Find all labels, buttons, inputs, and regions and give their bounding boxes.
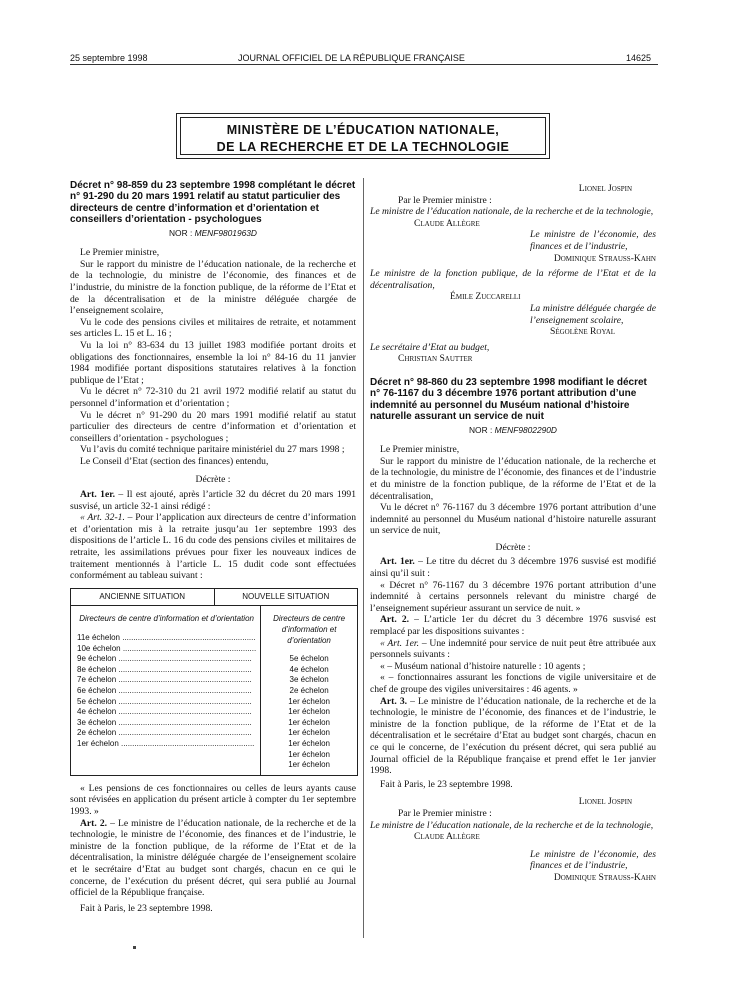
signatory-role: Le ministre de l’éducation nationale, de la recherche et de la technologie, [370, 206, 654, 218]
decree-2-nor [370, 425, 656, 437]
table-row-old: 7e échelon ............................................................ [77, 675, 252, 685]
article-2: Art. 2. – Le ministre de l’éducation nationale, de la recherche et de la technologie, le ministre de l’économie, des finances et de l’industrie, le ministre de la fonction publique, de la réforme de l’Etat et de la décentralisation, la ministre déléguée chargée de l’enseignement scolaire et le secrétaire d’Etat au budget sont chargés, chacun en ce qui le concerne, de l’exécution du présent décret, qui sera publié au Journal officiel de la République française. [70, 817, 357, 899]
signatory-role: Le ministre de l’économie, des finances et de l’industrie, [530, 229, 656, 252]
table-row-old: 3e échelon ............................................................ [77, 717, 252, 727]
table-subheader-old: Directeurs de centre d’information et d’orientation [79, 614, 254, 624]
table-column-new [261, 606, 357, 774]
table-row-new: 1er échelon [288, 707, 330, 717]
ministry-line-1: MINISTÈRE DE L’ÉDUCATION NATIONALE, [226, 123, 500, 137]
table-row-new: 3e échelon [289, 675, 329, 685]
signatory-name: Dominique Strauss-Kahn [553, 252, 656, 264]
decree-2-title: Décret n° 98-860 du 23 septembre 1998 modifiant le décret n° 76-1167 du 3 décembre 1976 portant attribution d’une indemnité au personnel du Muséum national d’histoire naturelle assurant un service de nuit [370, 376, 647, 423]
decrete: Décrète : [195, 473, 231, 485]
article-1: Art. 1er. – Il est ajouté, après l’article 32 du décret du 20 mars 1991 susvisé, un article 32-1 ainsi rédigé : [70, 489, 357, 512]
signatory-name: Claude Allègre [414, 217, 480, 229]
article-label: « Art. 1er. [380, 637, 420, 649]
right-column [370, 183, 656, 884]
header-rule [70, 64, 658, 65]
table-body [71, 606, 357, 774]
signatures-block-1 [370, 183, 656, 365]
table-row-new: 1er échelon [288, 760, 330, 770]
table-row-old: 6e échelon ............................................................ [77, 686, 252, 695]
header-journal-title: JOURNAL OFFICIEL DE LA RÉPUBLIQUE FRANÇAISE [238, 53, 465, 63]
article-label: Art. 1er. [80, 489, 116, 501]
signatory-name: Émile Zuccarelli [450, 291, 521, 303]
ministry-line-2: DE LA RECHERCHE ET DE LA TECHNOLOGIE [216, 140, 510, 154]
table-row-old: 1er échelon ............................................................ [77, 738, 255, 748]
header-page-number: 14625 [626, 53, 652, 63]
list-item: « – fonctionnaires assurant les fonctions de vigile universitaire et de chef de groupe des vigiles universitaires : 46 agents. » [370, 672, 656, 695]
article-1-quote: « Art. 32-1. – Pour l’application aux directeurs de centre d’information et d’orientation mis à la retraite jusqu’au 1er septembre 1993 des dispositions de l’article L. 16 du code des pensions civiles et militaires de retraite, les assimilations prévues pour fixer les nouveaux indices de traitement mentionnés à l’article L. 15 dudit code sont effectuées conformément au tableau suivant : [70, 512, 356, 582]
para: Vu l’avis du comité technique paritaire ministériel du 27 mars 1998 ; [80, 444, 345, 456]
signatory-name: Claude Allègre [414, 831, 480, 843]
table-row-new: 4e échelon [289, 664, 329, 674]
decrete: Décrète : [495, 541, 531, 553]
nor-label: NOR : [469, 424, 493, 435]
para: Vu le décret n° 91-290 du 20 mars 1991 modifié relatif au statut particulier des directeurs de centre d’information et d’orientation et conseillers d’orientation - psychologues ; [70, 409, 356, 444]
para: Vu le code des pensions civiles et militaires de retraite, et notamment ses articles L. 15 et L. 16 ; [70, 316, 356, 340]
article-label: Art. 1er. [380, 556, 415, 568]
signatory-name: Dominique Strauss-Kahn [553, 871, 656, 883]
para: « Les pensions de ces fonctionnaires ou celles de leurs ayants cause sont révisées en application du présent article à compter du 1er septembre 1993. » [70, 782, 356, 817]
table-row-old: 9e échelon ............................................................ [77, 654, 252, 664]
table-row-new: 1er échelon [288, 717, 330, 727]
done-at: Fait à Paris, le 23 septembre 1998. [80, 902, 213, 914]
table-row-new: 1er échelon [288, 728, 330, 738]
decree-1-nor [70, 228, 356, 240]
nor-code: MENF9801963D [194, 227, 257, 238]
signatures-block-2 [370, 796, 656, 883]
table-row-old: 8e échelon ............................................................ [77, 664, 252, 674]
signatory-role: La ministre déléguée chargée de l’enseignement scolaire, [530, 302, 656, 326]
article-1: Art. 1er. – Le titre du décret du 3 décembre 1976 susvisé est modifié ainsi qu’il suit : [370, 556, 657, 580]
para: Le Premier ministre, [380, 444, 460, 456]
signatory-role: Le secrétaire d’Etat au budget, [370, 341, 490, 353]
nor-code: MENF9802290D [494, 424, 557, 435]
table-row-old: 11e échelon ............................................................ [77, 633, 256, 643]
article-2: Art. 2. – L’article 1er du décret du 3 décembre 1976 susvisé est remplacé par les dispositions suivantes : [370, 614, 656, 638]
table-row-old: 2e échelon ............................................................ [77, 728, 252, 738]
left-column [70, 180, 356, 914]
table-row-old: 10e échelon ............................................................ [77, 643, 257, 653]
column-divider [363, 178, 364, 938]
article-label: Art. 2. [80, 817, 108, 829]
signatory-role: Le ministre de l’éducation nationale, de la recherche et de la technologie, [370, 819, 654, 831]
table-row-new: 2e échelon [289, 686, 329, 695]
article-2-quote: « Art. 1er. – Une indemnité pour service de nuit peut être attribuée aux personnels suivants : [370, 637, 656, 661]
article-1-quote: « Décret n° 76-1167 du 3 décembre 1976 portant attribution d’une indemnité à certains personnels relevant du ministre chargé de l’enseignement supérieur assurant un service de nuit. » [370, 579, 656, 614]
signature-by: Par le Premier ministre : [398, 194, 492, 206]
table-row-new: 5e échelon [289, 654, 329, 664]
table-row-old: 5e échelon ............................................................ [77, 696, 252, 706]
article-label: Art. 3. [380, 695, 408, 707]
signatory-name: Christian Sautter [398, 353, 473, 365]
list-item: « – Muséum national d’histoire naturelle : 10 agents ; [380, 660, 586, 672]
para: Le Conseil d’Etat (section des finances) entendu, [80, 455, 269, 467]
article-label: Art. 2. [380, 614, 410, 626]
signatory-pm: Lionel Jospin [578, 183, 632, 194]
table-row-new: 1er échelon [288, 738, 330, 748]
para: Sur le rapport du ministre de l’éducation nationale, de la recherche et de la technologie, du ministre de l’économie, des finances et de l’industrie et du ministre de la fonction publique, de la réforme de l’Etat et de la décentralisation, [370, 455, 656, 502]
table-row-old: 4e échelon ............................................................ [77, 707, 252, 717]
article-label: « Art. 32-1. [80, 512, 125, 524]
table-header-new: NOUVELLE SITUATION [242, 591, 330, 601]
table-subheader-new: Directeurs de centre d’information et d’orientation [273, 614, 346, 645]
table-column-old [71, 606, 261, 774]
para: Vu la loi n° 83-634 du 13 juillet 1983 modifiée portant droits et obligations des fonctionnaires, ensemble la loi n° 84-16 du 11 janvier 1984 modifiée portant dispositions statutaires relatives à la fonction publique de l’Etat ; [70, 339, 356, 386]
print-mark [133, 946, 136, 949]
header-date: 25 septembre 1998 [70, 53, 148, 63]
table-header [71, 589, 357, 607]
assimilation-table [70, 588, 358, 776]
decree-1-title: Décret n° 98-859 du 23 septembre 1998 complétant le décret n° 91-290 du 20 mars 1991 relatif au statut particulier des directeurs de centre d’information et d’orientation et conseillers d’orientation - psychologues [70, 180, 356, 226]
table-header-old: ANCIENNE SITUATION [71, 589, 215, 606]
nor-label: NOR : [169, 227, 193, 238]
article-3: Art. 3. – Le ministre de l’éducation nationale, de la recherche et de la technologie, le ministre de l’économie, des finances et de l’industrie, le ministre de la fonction publique, de la réforme de l’Etat et de la décentralisation et le secrétaire d’Etat au budget sont chargés, chacun en ce qui le concerne, de l’exécution du présent décret, qui sera publié au Journal officiel de la République française et prend effet le 1er janvier 1998. [370, 695, 657, 777]
para: Le Premier ministre, [80, 247, 160, 259]
ministry-box [176, 113, 550, 159]
signature-by: Par le Premier ministre : [398, 807, 492, 819]
done-at: Fait à Paris, le 23 septembre 1998. [380, 778, 513, 790]
ministry-box-inner [180, 117, 546, 155]
signatory-pm: Lionel Jospin [578, 796, 632, 808]
table-row-new: 1er échelon [288, 749, 330, 759]
para: Vu le décret n° 72-310 du 21 avril 1972 modifié relatif au statut du personnel d’information et d’orientation ; [70, 386, 356, 409]
signatory-role: Le ministre de la fonction publique, de la réforme de l’Etat et de la décentralisation, [370, 268, 656, 291]
para: Vu le décret n° 76-1167 du 3 décembre 1976 portant attribution d’une indemnité au personnel du Muséum national d’histoire naturelle assurant un service de nuit, [370, 502, 656, 537]
para: Sur le rapport du ministre de l’éducation nationale, de la recherche et de la technologie, du ministre de l’économie, des finances et de l’industrie, du ministre de la fonction publique, de la réforme de l’Etat et de la décentralisation et de la ministre déléguée chargée de l’enseignement scolaire, [70, 258, 356, 317]
signatory-role: Le ministre de l’économie, des finances et de l’industrie, [530, 848, 656, 872]
signatory-name: Ségolène Royal [550, 326, 616, 338]
table-row-new: 1er échelon [288, 696, 330, 706]
